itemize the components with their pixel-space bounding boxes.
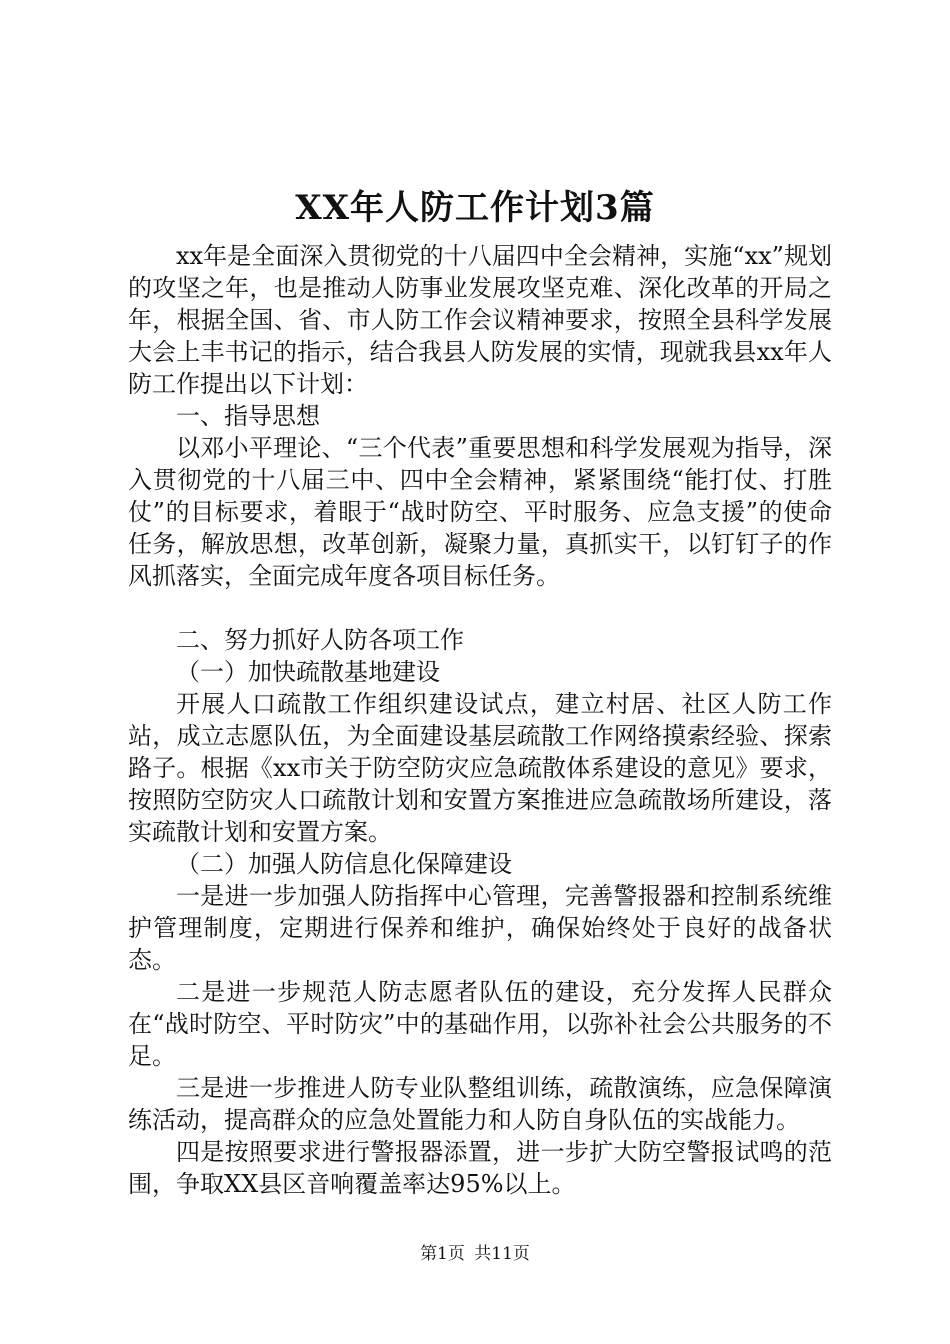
- guiding-thought-paragraph: 以邓小平理论、“三个代表”重要思想和科学发展观为指导，深入贯彻党的十八届三中、四中全会精神，紧紧围绕“能打仗、打胜仗”的目标要求，着眼于“战时防空、平时服务、应急支援”的使命任务，解放思想，改革创新，凝聚力量，真抓实干，以钉钉子的作风抓落实，全面完成年度各项目标任务。: [128, 434, 832, 590]
- section-heading-work-items: 二、努力抓好人防各项工作: [176, 626, 464, 654]
- blank-line: [128, 592, 832, 624]
- document-body: [128, 240, 832, 1200]
- subsection-heading-informatization: （二）加强人防信息化保障建设: [176, 850, 512, 878]
- intro-paragraph: xx年是全面深入贯彻党的十八届四中全会精神，实施“xx”规划的攻坚之年，也是推动人防事业发展攻坚克难、深化改革的开局之年，根据全国、省、市人防工作会议精神要求，按照全县科学发展大会上丰书记的指示，结合我县人防发展的实情，现就我县xx年人防工作提出以下计划：: [128, 242, 832, 398]
- item-two-paragraph: 二是进一步规范人防志愿者队伍的建设，充分发挥人民群众在“战时防空、平时防灾”中的基础作用，以弥补社会公共服务的不足。: [128, 978, 832, 1070]
- evacuation-base-paragraph: 开展人口疏散工作组织建设试点，建立村居、社区人防工作站，成立志愿队伍，为全面建设基层疏散工作网络摸索经验、探索路子。根据《xx市关于防空防灾应急疏散体系建设的意见》要求，按照防空防灾人口疏散计划和安置方案推进应急疏散场所建设，落实疏散计划和安置方案。: [128, 690, 832, 846]
- subsection-heading-evacuation-base: （一）加快疏散基地建设: [176, 658, 440, 686]
- item-four-paragraph: 四是按照要求进行警报器添置，进一步扩大防空警报试鸣的范围，争取XX县区音响覆盖率达95%以上。: [128, 1138, 832, 1198]
- document-title: XX年人防工作计划3篇: [295, 188, 655, 228]
- item-one-paragraph: 一是进一步加强人防指挥中心管理，完善警报器和控制系统维护管理制度，定期进行保养和维护，确保始终处于良好的战备状态。: [128, 882, 832, 974]
- section-heading-guiding-thought: 一、指导思想: [176, 402, 320, 430]
- page-total: 共11页: [474, 1244, 530, 1264]
- page-number: 第1页: [420, 1244, 465, 1264]
- item-three-paragraph: 三是进一步推进人防专业队整组训练，疏散演练，应急保障演练活动，提高群众的应急处置能力和人防自身队伍的实战能力。: [128, 1074, 832, 1134]
- page-footer: [0, 1242, 950, 1266]
